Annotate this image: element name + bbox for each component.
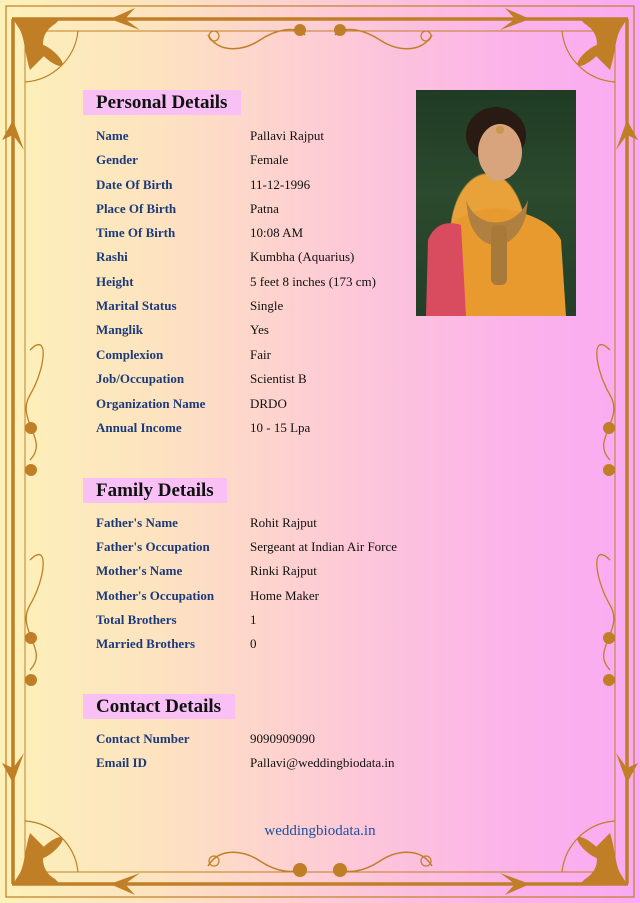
row-label: Annual Income — [96, 420, 182, 435]
footer-website-link[interactable]: weddingbiodata.in — [264, 823, 376, 839]
row-value: 5 feet 8 inches (173 cm) — [250, 274, 376, 289]
contact-number-value: 9090909090 — [250, 731, 315, 746]
row-label: Married Brothers — [96, 636, 196, 651]
portrait-illustration — [416, 90, 576, 316]
row-label: Place Of Birth — [96, 201, 177, 216]
row-value: Patna — [250, 201, 279, 216]
row-label: Marital Status — [96, 298, 177, 313]
row-label: Organization Name — [96, 396, 206, 411]
row-label: Mother's Name — [96, 563, 183, 578]
row-label: Total Brothers — [96, 612, 177, 627]
row-value: Sergeant at Indian Air Force — [250, 539, 398, 554]
row-label: Rashi — [96, 249, 128, 264]
row-value: Scientist B — [250, 371, 307, 386]
row-label: Mother's Occupation — [96, 588, 215, 603]
row-label: Name — [96, 128, 129, 143]
row-value: 10 - 15 Lpa — [250, 420, 311, 435]
row-value: Home Maker — [250, 588, 319, 603]
row-value: Kumbha (Aquarius) — [250, 249, 355, 264]
row-value: Fair — [250, 347, 271, 362]
row-value: Yes — [250, 322, 269, 337]
section-title-contact: Contact Details — [83, 694, 235, 719]
row-value: 0 — [250, 636, 257, 651]
row-label: Email ID — [96, 755, 147, 770]
row-value: DRDO — [250, 396, 287, 411]
section-title-personal: Personal Details — [83, 90, 241, 115]
row-value: 11-12-1996 — [250, 177, 311, 192]
row-label: Father's Occupation — [96, 539, 210, 554]
row-label: Job/Occupation — [96, 371, 185, 386]
row-label: Father's Name — [96, 515, 178, 530]
row-value: 1 — [250, 612, 257, 627]
row-label: Contact Number — [96, 731, 190, 746]
section-title-family: Family Details — [83, 478, 227, 503]
row-label: Gender — [96, 152, 138, 167]
row-value: Rinki Rajput — [250, 563, 317, 578]
row-value: 10:08 AM — [250, 225, 304, 240]
row-value: Rohit Rajput — [250, 515, 317, 530]
email-value: Pallavi@weddingbiodata.in — [250, 755, 395, 770]
row-label: Height — [96, 274, 134, 289]
row-label: Manglik — [96, 322, 143, 337]
row-label: Time Of Birth — [96, 225, 176, 240]
profile-photo — [416, 90, 576, 316]
row-label: Date Of Birth — [96, 177, 173, 192]
row-value: Single — [250, 298, 284, 313]
row-value: Female — [250, 152, 289, 167]
row-label: Complexion — [96, 347, 164, 362]
row-value: Pallavi Rajput — [250, 128, 325, 143]
